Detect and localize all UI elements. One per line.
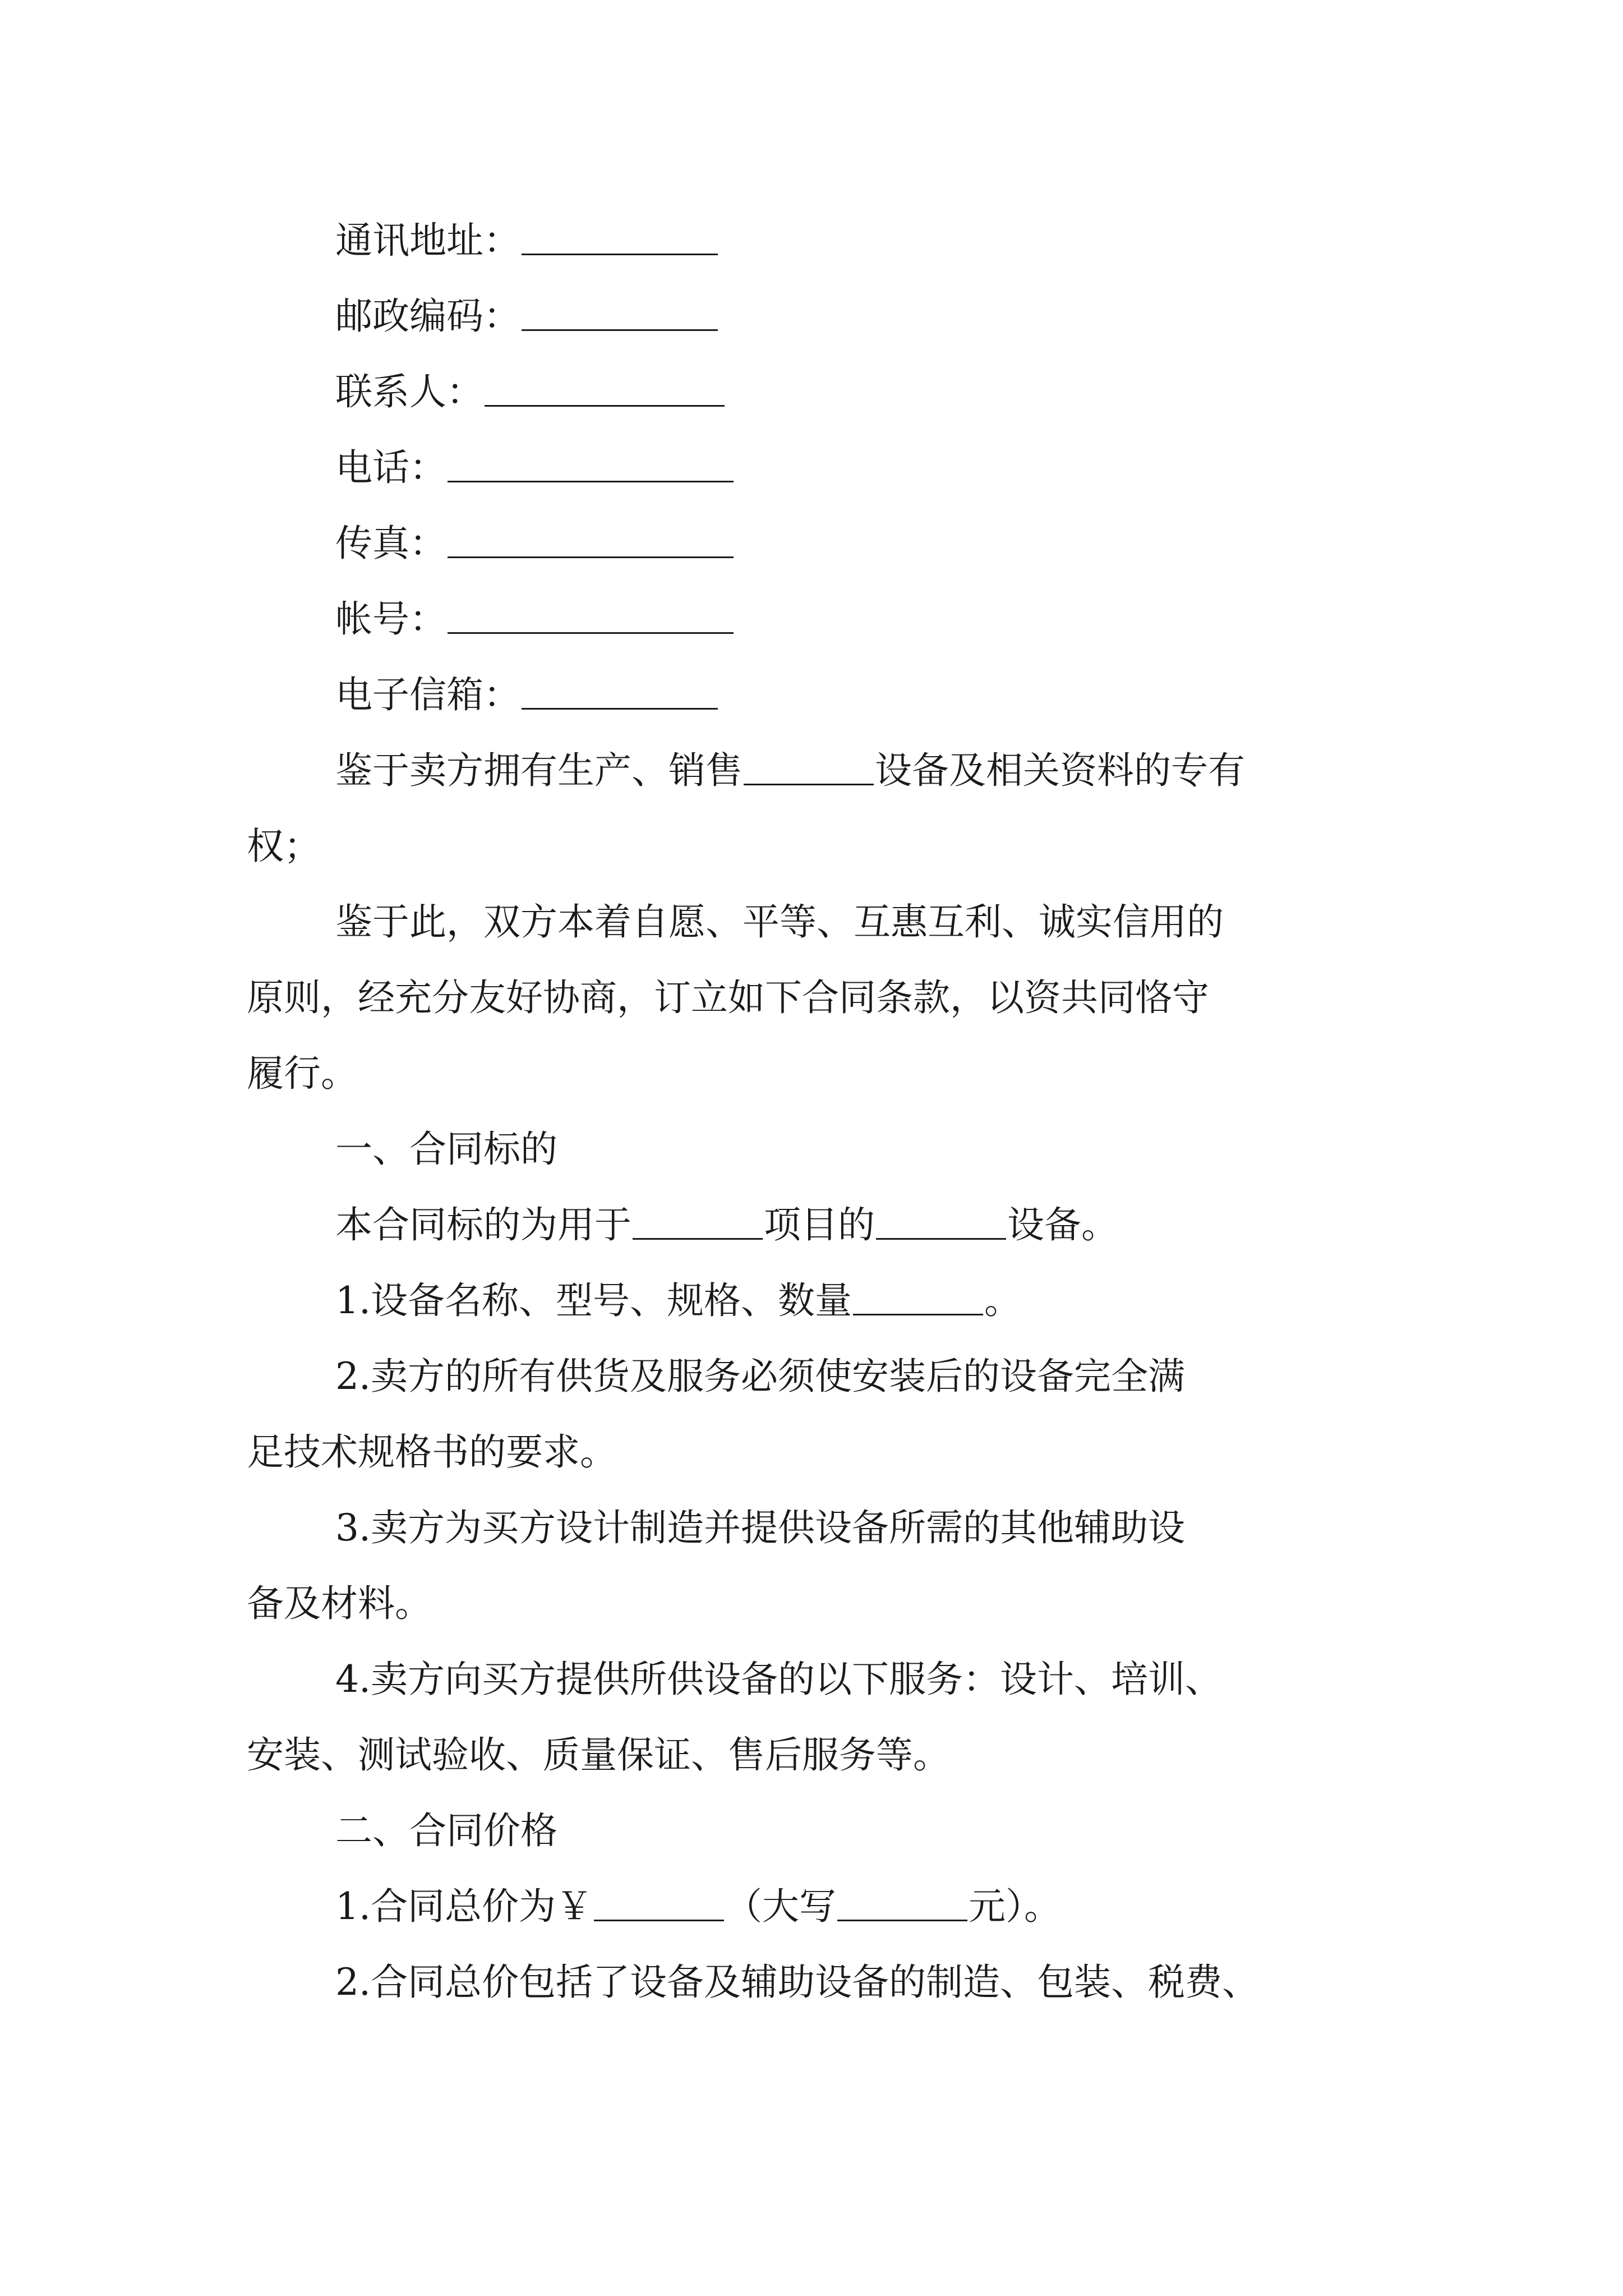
phone-label: 电话：: [335, 446, 446, 489]
preamble-para2-line1: [0, 891, 1623, 953]
contact-line: [0, 361, 1623, 423]
section1-heading: [0, 1119, 1623, 1180]
clause-text: 项目的: [764, 1203, 875, 1246]
fax-line: [0, 513, 1623, 574]
product-blank[interactable]: [744, 750, 874, 785]
contact-label: 联系人：: [335, 370, 483, 413]
clause-text: 足技术规格书的要求。: [247, 1430, 617, 1474]
postcode-label: 邮政编码：: [335, 295, 520, 338]
email-line: [0, 664, 1623, 726]
section1-item2-line2: [0, 1421, 1623, 1483]
clause-text: 安装、测试验收、质量保证、售后服务等。: [247, 1733, 950, 1777]
preamble-para2-line2: [0, 967, 1623, 1029]
preamble-text: 鉴于此，双方本着自愿、平等、互惠互利、诚实信用的: [335, 900, 1224, 944]
clause-text: 3.卖方为买方设计制造并提供设备所需的其他辅助设: [335, 1506, 1185, 1549]
phone-blank[interactable]: [448, 447, 734, 482]
fax-label: 传真：: [335, 522, 446, 565]
clause-text: 备及材料。: [247, 1582, 432, 1625]
clause-text: 1.设备名称、型号、规格、数量: [335, 1279, 852, 1322]
spec-blank[interactable]: [853, 1280, 983, 1315]
section2-heading: [0, 1800, 1623, 1862]
clause-text: 本合同标的为用于: [335, 1203, 631, 1246]
postcode-line: [0, 286, 1623, 347]
account-label: 帐号：: [335, 597, 446, 641]
preamble-text: 权；: [247, 825, 321, 868]
clause-text: 元）。: [968, 1885, 1061, 1928]
preamble-text: 设备及相关资料的专有: [875, 749, 1245, 792]
email-blank[interactable]: [522, 674, 718, 710]
clause-text: 1.合同总价为￥: [335, 1885, 593, 1928]
account-line: [0, 588, 1623, 650]
address-label: 通讯地址：: [335, 219, 520, 262]
section-heading: 一、合同标的: [335, 1128, 557, 1171]
section1-item4-line2: [0, 1724, 1623, 1786]
contact-blank[interactable]: [485, 371, 725, 407]
clause-text: 设备。: [1007, 1203, 1118, 1246]
account-blank[interactable]: [448, 599, 734, 634]
preamble-para2-line3: [0, 1043, 1623, 1105]
preamble-text: 原则，经充分友好协商，订立如下合同条款，以资共同恪守: [247, 976, 1209, 1019]
clause-text: （大写: [725, 1885, 836, 1928]
fax-blank[interactable]: [448, 523, 734, 558]
clause-text: 4.卖方向买方提供所供设备的以下服务：设计、培训、: [335, 1658, 1222, 1701]
preamble-para1-line1: [0, 740, 1623, 802]
section-heading: 二、合同价格: [335, 1809, 557, 1852]
price-words-blank[interactable]: [837, 1886, 967, 1921]
price-figure-blank[interactable]: [594, 1886, 724, 1921]
preamble-para1-line2: [0, 816, 1623, 877]
section2-item1: [0, 1876, 1623, 1938]
clause-text: 2.卖方的所有供货及服务必须使安装后的设备完全满: [335, 1355, 1185, 1398]
address-blank[interactable]: [522, 220, 718, 255]
section1-item3-line1: [0, 1497, 1623, 1559]
postcode-blank[interactable]: [522, 296, 718, 331]
preamble-text: 履行。: [247, 1052, 358, 1095]
section1-item2-line1: [0, 1346, 1623, 1407]
phone-line: [0, 437, 1623, 499]
section1-item1: [0, 1270, 1623, 1332]
project-blank[interactable]: [633, 1204, 763, 1240]
preamble-text: 鉴于卖方拥有生产、销售: [335, 749, 743, 792]
equipment-blank[interactable]: [876, 1204, 1006, 1240]
clause-text: 。: [984, 1279, 1021, 1322]
address-line: [0, 210, 1623, 272]
email-label: 电子信箱：: [335, 673, 520, 716]
section1-intro: [0, 1194, 1623, 1256]
clause-text: 2.合同总价包括了设备及辅助设备的制造、包装、税费、: [335, 1961, 1259, 2004]
section1-item4-line1: [0, 1649, 1623, 1710]
section2-item2-line1: [0, 1952, 1623, 2013]
section1-item3-line2: [0, 1573, 1623, 1635]
